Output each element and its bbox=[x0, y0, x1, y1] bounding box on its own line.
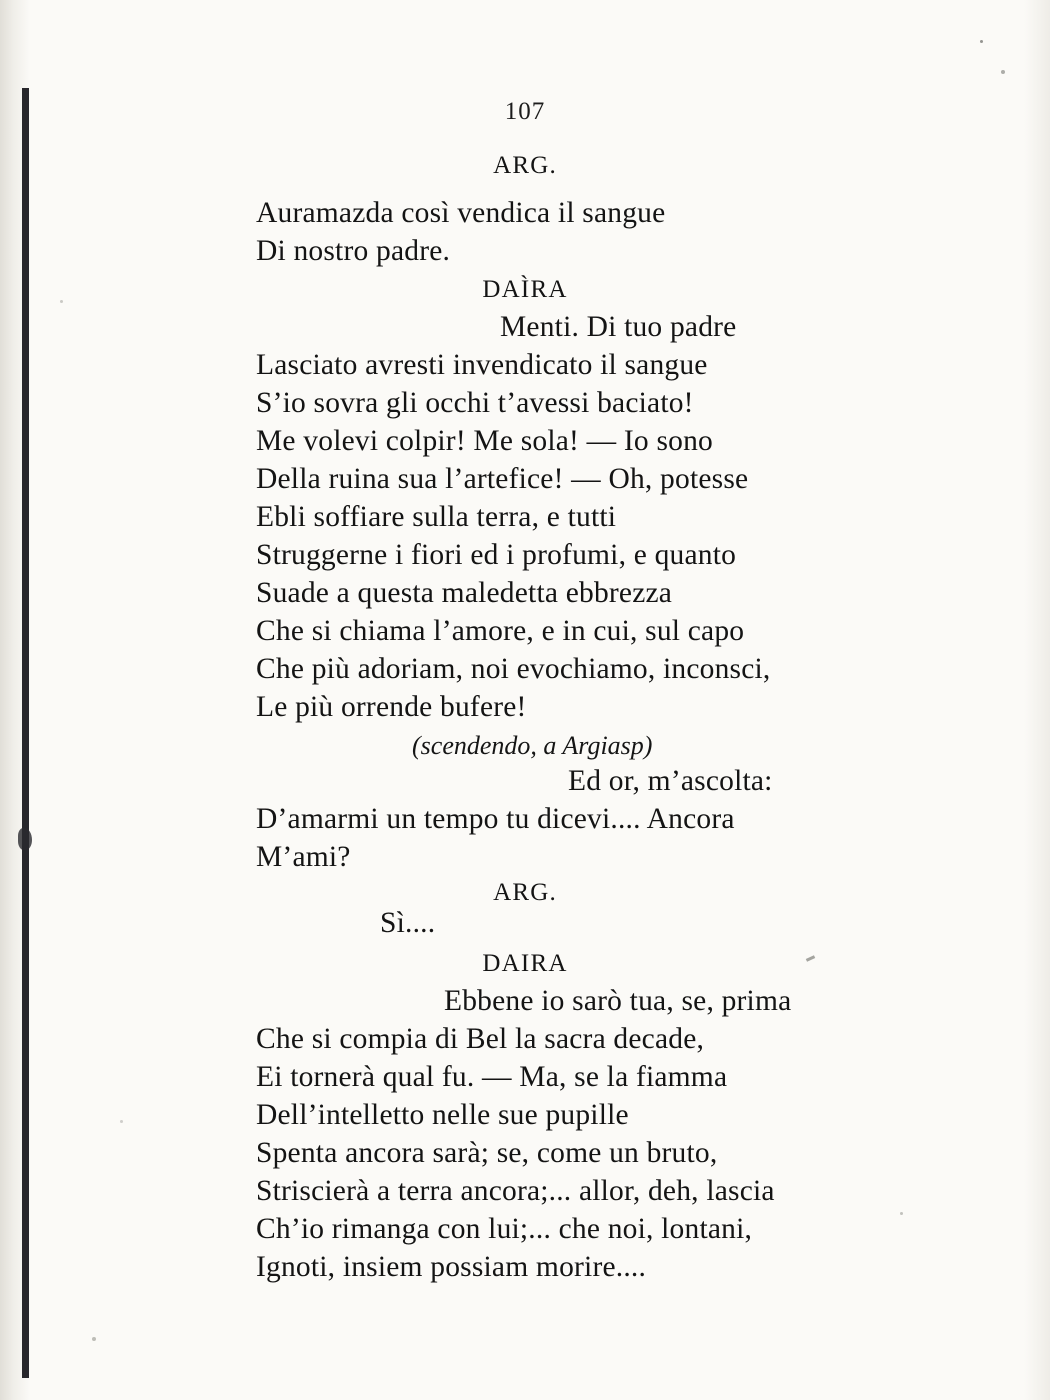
verse-line: Ei tornerà qual fu. — Ma, se la fiamma bbox=[256, 1061, 728, 1093]
verse-line: Ebli soffiare sulla terra, e tutti bbox=[256, 501, 617, 533]
speaker-label-daira-1: DAÌRA bbox=[482, 276, 568, 303]
verse-line: Ed or, m’ascolta: bbox=[568, 765, 773, 797]
verse-line: D’amarmi un tempo tu dicevi.... Ancora bbox=[256, 803, 735, 835]
speaker-label-arg-2: ARG. bbox=[493, 879, 557, 906]
speaker-label-arg-1: ARG. bbox=[493, 152, 557, 179]
verse-line: Ch’io rimanga con lui;... che noi, lontani, bbox=[256, 1213, 753, 1245]
stage-direction: (scendendo, a Argiasp) bbox=[412, 731, 653, 760]
verse-line: Della ruina sua l’artefice! — Oh, potesse bbox=[256, 463, 749, 495]
verse-line: Sì.... bbox=[380, 907, 436, 939]
verse-line: Che si chiama l’amore, e in cui, sul capo bbox=[256, 615, 745, 647]
verse-line: Lasciato avresti invendicato il sangue bbox=[256, 349, 708, 381]
verse-line: Le più orrende bufere! bbox=[256, 691, 527, 723]
verse-line: Me volevi colpir! Me sola! — Io sono bbox=[256, 425, 713, 457]
verse-line: Suade a questa maledetta ebbrezza bbox=[256, 577, 673, 609]
page-number: 107 bbox=[504, 98, 546, 125]
verse-line: Spenta ancora sarà; se, come un bruto, bbox=[256, 1137, 718, 1169]
verse-line: Che più adoriam, noi evochiamo, inconsci, bbox=[256, 653, 771, 685]
speaker-label-daira-2: DAIRA bbox=[482, 950, 568, 977]
verse-line: Ignoti, insiem possiam morire.... bbox=[256, 1251, 647, 1283]
verse-line: Struggerne i fiori ed i profumi, e quanto bbox=[256, 539, 737, 571]
verse-line: Che si compia di Bel la sacra decade, bbox=[256, 1023, 705, 1055]
verse-line: Di nostro padre. bbox=[256, 235, 451, 267]
verse-line: Ebbene io sarò tua, se, prima bbox=[444, 985, 792, 1017]
verse-line: M’ami? bbox=[256, 841, 351, 873]
verse-line: Dell’intelletto nelle sue pupille bbox=[256, 1099, 629, 1131]
verse-line: Menti. Di tuo padre bbox=[500, 311, 737, 343]
verse-line: S’io sovra gli occhi t’avessi baciato! bbox=[256, 387, 694, 419]
verse-line: Striscierà a terra ancora;... allor, deh, lascia bbox=[256, 1175, 775, 1207]
verse-line: Auramazda così vendica il sangue bbox=[256, 197, 666, 229]
